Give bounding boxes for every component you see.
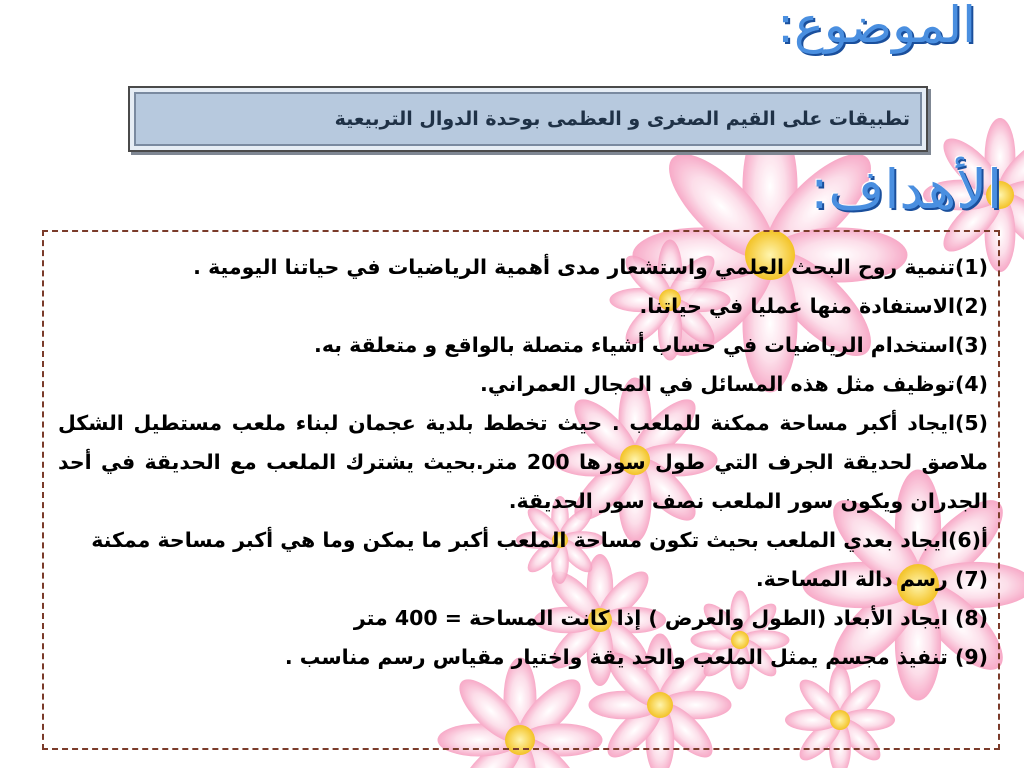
subject-box <box>128 86 928 152</box>
topic-heading: الموضوع: <box>777 0 976 54</box>
goal-item: (3)استخدام الرياضيات في حساب أشياء متصلة بالواقع و متعلقة به. <box>314 333 988 357</box>
goal-item: (7) رسم دالة المساحة. <box>755 567 988 591</box>
goal-item: (2)الاستفادة منها عمليا في حياتنا. <box>639 294 988 318</box>
goals-heading: الأهداف: <box>810 158 1002 221</box>
goal-item: (9) تنفيذ مجسم يمثل الملعب والحد يقة واختيار مقياس رسم مناسب . <box>284 645 988 669</box>
goal-item: (8) ايجاد الأبعاد (الطول والعرض ) إذا كانت المساحة = 400 متر <box>353 606 988 630</box>
goals-list <box>58 248 988 677</box>
subject-text: تطبيقات على القيم الصغرى و العظمى بوحدة الدوال التربيعية <box>334 108 910 130</box>
goal-item: (4)توظيف مثل هذه المسائل في المجال العمراني. <box>480 372 988 396</box>
goal-item: (5)ايجاد أكبر مساحة ممكنة للملعب . حيث تخطط بلدية عجمان لبناء ملعب مستطيل الشكل ملاصق لحديقة الجرف التي طول سورها 200 متر.بحيث يشترك الملعب مع الحديقة في أحد الجدران ويكون سور الملعب نصف سور الحديقة. <box>58 411 989 513</box>
goal-item: أ(6)ايجاد بعدي الملعب بحيث تكون مساحة الملعب أكبر ما يمكن وما هي أكبر مساحة ممكنة <box>91 528 988 552</box>
goal-item: (1)تنمية روح البحث العلمي واستشعار مدى أهمية الرياضيات في حياتنا اليومية . <box>193 255 988 279</box>
